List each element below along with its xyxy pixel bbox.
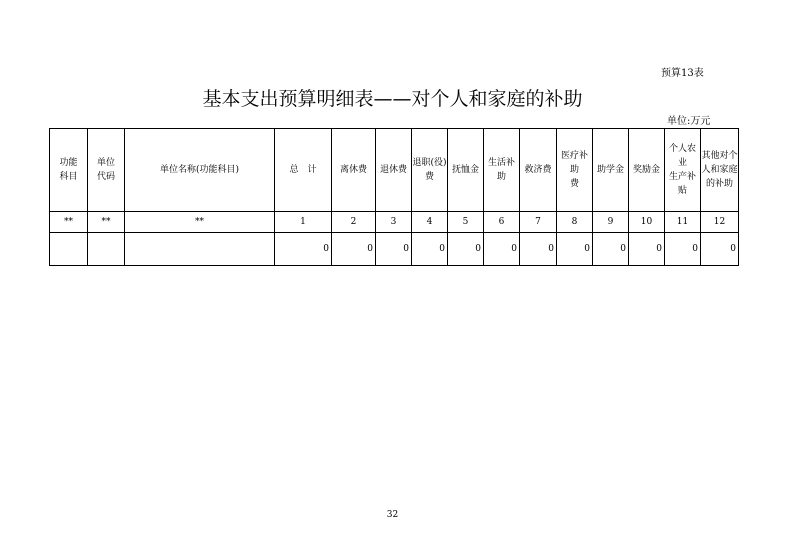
header-cell: 奖励金 [629,129,665,212]
data-cell: 0 [557,233,593,266]
data-cell: 0 [629,233,665,266]
code-cell: 5 [448,212,484,233]
code-cell: ** [125,212,275,233]
data-cell: 0 [593,233,629,266]
code-cell: ** [50,212,88,233]
code-cell: 1 [275,212,332,233]
header-cell: 单位 代码 [88,129,125,212]
code-cell: 8 [557,212,593,233]
code-row [50,212,739,233]
code-cell: 9 [593,212,629,233]
data-cell: 0 [332,233,376,266]
page-number: 32 [386,510,399,520]
code-cell: 12 [701,212,739,233]
header-cell: 抚恤金 [448,129,484,212]
header-cell: 功能 科目 [50,129,88,212]
table-row [50,233,739,266]
header-cell: 退休费 [376,129,412,212]
data-cell: 0 [412,233,448,266]
code-cell: 3 [376,212,412,233]
budget-table [49,128,739,266]
data-cell: 0 [448,233,484,266]
header-cell: 单位名称(功能科目) [125,129,275,212]
data-cell: 0 [484,233,520,266]
data-cell: 0 [701,233,739,266]
header-cell: 助学金 [593,129,629,212]
code-cell: 2 [332,212,376,233]
data-cell: 0 [275,233,332,266]
data-cell: 0 [665,233,701,266]
header-cell: 医疗补助 费 [557,129,593,212]
code-cell: 11 [665,212,701,233]
unit-label: 单位:万元 [667,116,711,127]
header-cell: 退职(役) 费 [412,129,448,212]
header-cell: 个人农业 生产补贴 [665,129,701,212]
header-cell: 离休费 [332,129,376,212]
code-cell: 7 [520,212,557,233]
code-cell: 4 [412,212,448,233]
code-cell: 10 [629,212,665,233]
header-cell: 救济费 [520,129,557,212]
header-cell: 其他对个 人和家庭 的补助 [701,129,739,212]
page-title: 基本支出预算明细表——对个人和家庭的补助 [202,88,583,110]
data-cell: 0 [376,233,412,266]
header-row [50,129,739,212]
data-cell [125,233,275,266]
header-cell: 生活补助 [484,129,520,212]
code-cell: ** [88,212,125,233]
data-cell [50,233,88,266]
code-cell: 6 [484,212,520,233]
table-number: 预算13表 [661,68,704,79]
data-cell: 0 [520,233,557,266]
data-cell [88,233,125,266]
header-cell: 总 计 [275,129,332,212]
